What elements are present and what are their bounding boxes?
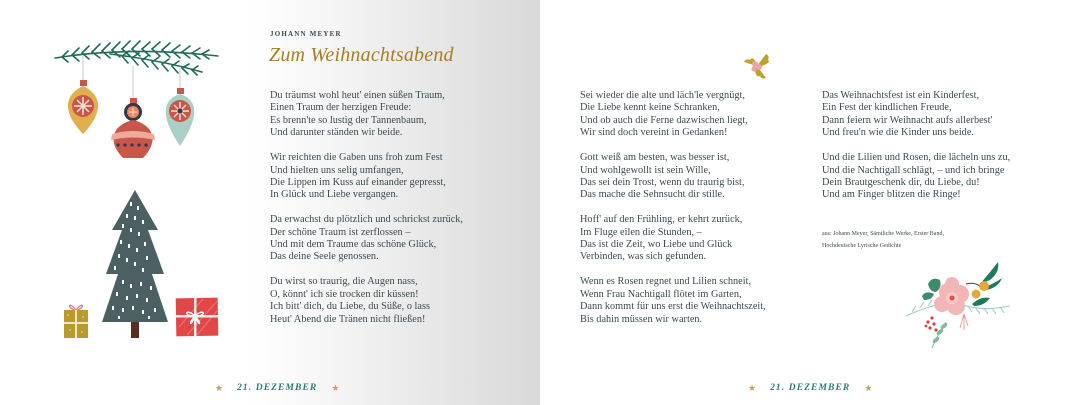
- verse-line: Das Weihnachtsfest ist ein Kinderfest,: [822, 90, 980, 101]
- verse-line: Wir sind doch vereint in Gedanken!: [580, 127, 728, 139]
- gift-box-red-icon: [175, 297, 221, 339]
- stanza: [580, 90, 766, 140]
- verse-line: Wir reichten die Gaben uns froh zum Fest: [270, 152, 443, 164]
- poem-title: Zum Weihnachtsabend: [269, 44, 454, 66]
- verse-line: O, könnt' ich sie trocken dir küssen!: [270, 288, 419, 300]
- verse-line: Wenn es Rosen regnet und Lilien schneit,: [580, 276, 752, 288]
- poem-author: JOHANN MEYER: [270, 30, 342, 38]
- verse-line: Einen Traum der herzigen Freude:: [270, 102, 412, 114]
- stanza: [822, 152, 1010, 202]
- stanza: [270, 214, 463, 264]
- verse-line: Und wohlgewollt ist sein Wille,: [580, 164, 711, 176]
- verse-line: Da erwachst du plötzlich und schrickst zurück,: [270, 214, 464, 226]
- stanza: [270, 152, 463, 202]
- poem-middle-column: [580, 90, 766, 339]
- verse-line: Das deine Seele genossen.: [270, 251, 379, 263]
- pine-branch-ornaments-icon: [50, 38, 225, 158]
- verse-line: Das sei dein Trost, wenn du traurig bist,: [580, 176, 745, 188]
- star-icon: ★: [331, 382, 340, 393]
- verse-line: Dann kommt für uns erst die Weihnachtszeit,: [580, 301, 766, 313]
- verse-line: Ich bitt' dich, du Liebe, du Süße, o lass: [270, 301, 430, 313]
- verse-line: Hoff' auf den Frühling, er kehrt zurück,: [580, 214, 743, 226]
- verse-line: Und mit dem Traume das schöne Glück,: [270, 239, 437, 251]
- verse-line: Und die Lilien und Rosen, die lächeln uns zu,: [822, 152, 1011, 164]
- floral-bouquet-icon: [902, 256, 1014, 352]
- stanza: [580, 276, 766, 326]
- verse-line: Es brenn'te so lustig der Tannenbaum,: [270, 114, 427, 126]
- holly-sprig-icon: [740, 50, 774, 82]
- stanza: [822, 90, 1010, 140]
- verse-line: Wenn Frau Nachtigall flötet im Garten,: [580, 288, 742, 300]
- verse-line: Ein Fest der kindlichen Freude,: [822, 102, 952, 114]
- verse-line: Das ist die Zeit, wo Liebe und Glück: [580, 239, 733, 251]
- star-icon: ★: [864, 382, 873, 393]
- verse-line: Und am Finger blitzen die Ringe!: [822, 189, 961, 201]
- stanza: [580, 152, 766, 202]
- source-citation: [822, 228, 944, 252]
- footer-date: 21. DEZEMBER: [770, 383, 851, 393]
- source-line: aus: Johann Meyer, Sämtliche Werke, Erster Band,: [822, 231, 944, 237]
- verse-line: Und darunter ständen wir beide.: [270, 127, 403, 139]
- verse-line: Und hielten uns selig umfangen,: [270, 164, 404, 176]
- verse-line: Und die Nachtigall schlägt, – und ich bringe: [822, 164, 1005, 176]
- verse-line: Sei wieder die alte und läch'le vergnügt,: [580, 90, 745, 101]
- verse-line: Du wirst so traurig, die Augen nass,: [270, 276, 418, 288]
- stanza: [580, 214, 766, 264]
- verse-line: Und freu'n wie die Kinder uns beide.: [822, 127, 974, 139]
- verse-line: In Glück und Liebe vergangen.: [270, 189, 399, 201]
- page-footer-left: [215, 381, 339, 395]
- footer-date: 21. DEZEMBER: [237, 383, 318, 393]
- verse-line: Und ob auch die Ferne dazwischen liegt,: [580, 114, 748, 126]
- source-line: Hochdeutsche Lyrische Gedichte: [822, 243, 902, 249]
- verse-line: Heut' Abend die Tränen nicht fließen!: [270, 313, 426, 325]
- verse-line: Verbinden, was sich gefunden.: [580, 251, 707, 263]
- verse-line: Die Liebe kennt keine Schranken,: [580, 102, 720, 114]
- verse-line: Dein Brautgeschenk dir, du Liebe, du!: [822, 176, 980, 188]
- stanza: [270, 276, 463, 326]
- verse-line: Dann feiern wir Weihnacht aufs allerbest': [822, 114, 993, 126]
- right-page: [540, 0, 1080, 405]
- verse-line: Die Lippen im Kuss auf einander gepresst,: [270, 176, 446, 188]
- star-icon: ★: [748, 382, 757, 393]
- poem-right-column: [822, 90, 1010, 214]
- star-icon: ★: [215, 382, 224, 393]
- verse-line: Im Fluge eilen die Stunden, –: [580, 226, 702, 238]
- verse-line: Das mache die Sehnsucht dir stille.: [580, 189, 725, 201]
- gift-box-gold-icon: [62, 298, 90, 340]
- christmas-tree-icon: [100, 188, 170, 340]
- poem-left-column: [270, 90, 463, 339]
- verse-line: Gott weiß am besten, was besser ist,: [580, 152, 730, 164]
- stanza: [270, 90, 463, 140]
- verse-line: Der schöne Traum ist zerflossen –: [270, 226, 411, 238]
- verse-line: Du träumst wohl heut' einen süßen Traum,: [270, 90, 445, 101]
- verse-line: Bis dahin müssen wir warten.: [580, 313, 703, 325]
- page-footer-right: [748, 381, 872, 395]
